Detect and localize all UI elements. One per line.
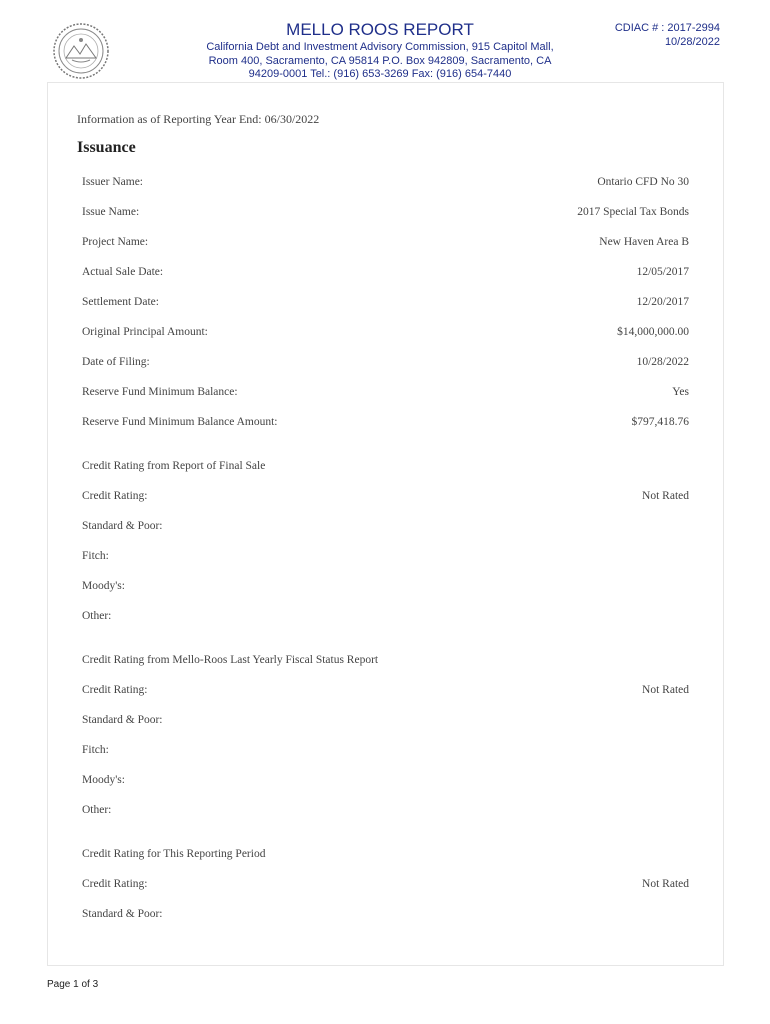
row-label: Date of Filing: bbox=[82, 356, 150, 368]
last-yearly-row-credit-rating bbox=[82, 684, 689, 700]
this-period-row-standard-poor bbox=[82, 908, 689, 924]
row-label: Standard & Poor: bbox=[82, 520, 163, 532]
report-title: MELLO ROOS REPORT bbox=[286, 20, 474, 39]
row-label: Other: bbox=[82, 610, 112, 622]
final-sale-row-fitch bbox=[82, 550, 689, 566]
row-label: Standard & Poor: bbox=[82, 714, 163, 726]
address-line-2: Room 400, Sacramento, CA 95814 P.O. Box 942809, Sacramento, CA bbox=[208, 54, 552, 67]
issuance-row-settlement-date bbox=[82, 296, 689, 312]
address-line-1: California Debt and Investment Advisory Commission, 915 Capitol Mall, bbox=[206, 41, 554, 53]
row-value: $14,000,000.00 bbox=[617, 326, 689, 338]
row-label: Credit Rating: bbox=[82, 490, 148, 502]
report-id-block bbox=[615, 22, 720, 49]
row-label: Standard & Poor: bbox=[82, 908, 163, 920]
row-value: New Haven Area B bbox=[599, 236, 689, 248]
row-label: Credit Rating: bbox=[82, 684, 148, 696]
address-line-3: 94209-0001 Tel.: (916) 653-3269 Fax: (916) 654-7440 bbox=[248, 68, 512, 80]
this-period-row-credit-rating bbox=[82, 878, 689, 894]
row-value: Not Rated bbox=[642, 878, 689, 890]
row-label: Original Principal Amount: bbox=[82, 326, 208, 338]
issuance-row-original-principal bbox=[82, 326, 689, 342]
last-yearly-row-fitch bbox=[82, 744, 689, 760]
issuance-row-actual-sale-date bbox=[82, 266, 689, 282]
reporting-year-info: Information as of Reporting Year End: 06/30/2022 bbox=[77, 112, 320, 126]
row-value: 12/20/2017 bbox=[636, 296, 689, 308]
row-label: Reserve Fund Minimum Balance Amount: bbox=[82, 416, 278, 428]
row-value: Yes bbox=[672, 386, 689, 398]
last-yearly-row-moodys bbox=[82, 774, 689, 790]
issuance-row-project-name bbox=[82, 236, 689, 252]
rating-this-period-heading: Credit Rating for This Reporting Period bbox=[82, 848, 266, 860]
row-label: Other: bbox=[82, 804, 112, 816]
row-label: Issuer Name: bbox=[82, 176, 143, 188]
row-label: Credit Rating: bbox=[82, 878, 148, 890]
row-label: Actual Sale Date: bbox=[82, 266, 164, 278]
section-title-issuance: Issuance bbox=[77, 139, 136, 156]
final-sale-row-other bbox=[82, 610, 689, 626]
issuance-row-reserve-fund-min bbox=[82, 386, 689, 402]
rating-last-yearly-heading: Credit Rating from Mello-Roos Last Yearly Fiscal Status Report bbox=[82, 654, 379, 666]
row-value: Ontario CFD No 30 bbox=[597, 176, 689, 188]
row-label: Fitch: bbox=[82, 744, 109, 756]
row-value: 12/05/2017 bbox=[636, 266, 689, 278]
final-sale-row-credit-rating bbox=[82, 490, 689, 506]
row-label: Fitch: bbox=[82, 550, 109, 562]
last-yearly-row-standard-poor bbox=[82, 714, 689, 730]
row-label: Settlement Date: bbox=[82, 296, 159, 308]
issuance-row-issuer-name bbox=[82, 176, 689, 192]
row-label: Reserve Fund Minimum Balance: bbox=[82, 386, 238, 398]
issuance-row-issue-name bbox=[82, 206, 689, 222]
row-value: Not Rated bbox=[642, 490, 689, 502]
cdiac-number: CDIAC # : 2017-2994 bbox=[614, 22, 720, 34]
rating-final-sale-heading: Credit Rating from Report of Final Sale bbox=[82, 460, 266, 472]
last-yearly-row-other bbox=[82, 804, 689, 820]
row-label: Moody's: bbox=[82, 774, 125, 786]
issuance-row-reserve-fund-amount bbox=[82, 416, 689, 432]
row-value: 10/28/2022 bbox=[636, 356, 689, 368]
final-sale-row-standard-poor bbox=[82, 520, 689, 536]
row-label: Moody's: bbox=[82, 580, 125, 592]
final-sale-row-moodys bbox=[82, 580, 689, 596]
agency-address bbox=[190, 41, 570, 82]
page-number: Page 1 of 3 bbox=[47, 979, 99, 990]
row-label: Issue Name: bbox=[82, 206, 140, 218]
state-seal-icon bbox=[52, 22, 110, 80]
issuance-row-date-of-filing bbox=[82, 356, 689, 372]
row-value: 2017 Special Tax Bonds bbox=[577, 206, 689, 218]
row-value: $797,418.76 bbox=[631, 416, 689, 428]
report-date: 10/28/2022 bbox=[664, 35, 720, 48]
row-label: Project Name: bbox=[82, 236, 149, 248]
row-value: Not Rated bbox=[642, 684, 689, 696]
